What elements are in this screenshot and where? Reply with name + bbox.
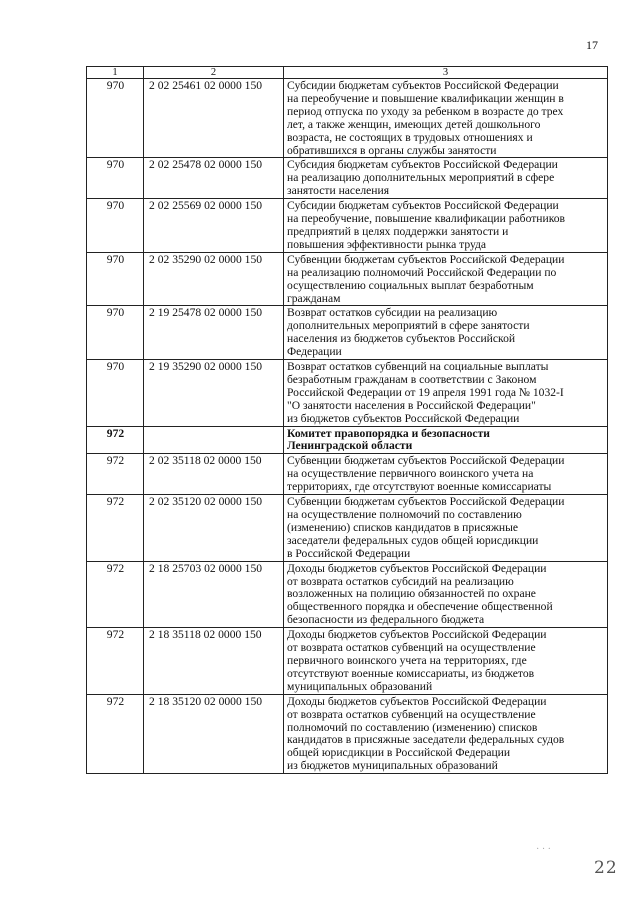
table-row <box>87 199 608 253</box>
description-cell <box>284 158 608 199</box>
admin-code-cell: 970 <box>87 306 144 360</box>
admin-code-cell: 970 <box>87 79 144 158</box>
admin-code-cell: 970 <box>87 360 144 427</box>
description-cell <box>284 360 608 427</box>
budget-code-cell <box>144 426 284 454</box>
admin-code-cell: 972 <box>87 628 144 695</box>
description-line: занятости населения <box>287 184 390 198</box>
budget-code-cell: 2 02 35120 02 0000 150 <box>144 495 284 562</box>
description-line: Субсидии бюджетам субъектов Российской Федерации <box>287 199 559 213</box>
description-line: Субвенции бюджетам субъектов Российской Федерации <box>287 252 565 266</box>
description-line: от возврата остатков субсидий на реализацию <box>287 574 514 588</box>
page-number: 17 <box>586 38 598 52</box>
budget-code-cell: 2 19 25478 02 0000 150 <box>144 306 284 360</box>
description-line: из бюджетов муниципальных образований <box>287 759 498 773</box>
description-line: на переобучение и повышение квалификации женщин в <box>287 91 564 105</box>
table-row <box>87 252 608 306</box>
budget-code-cell: 2 19 35290 02 0000 150 <box>144 360 284 427</box>
description-line: Субвенции бюджетам субъектов Российской Федерации <box>287 495 565 509</box>
description-line: на реализацию дополнительных мероприятий в сфере <box>287 171 555 185</box>
admin-code-cell: 972 <box>87 426 144 454</box>
budget-code-cell: 2 18 35118 02 0000 150 <box>144 628 284 695</box>
description-line: отсутствуют военные комиссариаты, из бюджетов <box>287 666 535 680</box>
description-line: возложенных на полицию обязанностей по охране <box>287 587 536 601</box>
description-line: из бюджетов субъектов Российской Федерации <box>287 411 520 425</box>
description-line: первичного воинского учета на территориях, где <box>287 653 527 667</box>
table-header-row <box>87 67 608 79</box>
handwritten-sheet-number: 22 <box>594 858 618 878</box>
description-cell <box>284 454 608 495</box>
description-line: гражданам <box>287 291 341 305</box>
budget-code-cell: 2 02 35118 02 0000 150 <box>144 454 284 495</box>
admin-code-cell: 970 <box>87 252 144 306</box>
table-row <box>87 158 608 199</box>
description-cell <box>284 561 608 628</box>
admin-code-cell: 972 <box>87 454 144 495</box>
description-line: в Российской Федерации <box>287 546 411 560</box>
description-line: Доходы бюджетов субъектов Российской Федерации <box>287 694 547 708</box>
description-line: Доходы бюджетов субъектов Российской Федерации <box>287 628 547 642</box>
description-line: на реализацию полномочий Российской Федерации по <box>287 265 557 279</box>
description-line: обратившихся в органы службы занятости <box>287 143 497 157</box>
admin-code-cell: 972 <box>87 561 144 628</box>
budget-code-cell: 2 02 25478 02 0000 150 <box>144 158 284 199</box>
description-line: на переобучение, повышение квалификации работников <box>287 212 566 226</box>
description-line: возраста, не состоящих в трудовых отношениях и <box>287 130 533 144</box>
description-line: лет, а также женщин, имеющих детей дошкольного <box>287 117 541 131</box>
description-cell <box>284 694 608 773</box>
description-cell <box>284 426 608 454</box>
description-line: полномочий по составлению (изменению) списков <box>287 720 538 734</box>
budget-code-cell: 2 02 35290 02 0000 150 <box>144 252 284 306</box>
column-header-1: 1 <box>87 67 144 79</box>
table-row <box>87 79 608 158</box>
admin-code-cell: 970 <box>87 199 144 253</box>
admin-code-cell: 972 <box>87 495 144 562</box>
description-line: заседатели федеральных судов общей юрисдикции <box>287 533 539 547</box>
budget-code-cell: 2 18 25703 02 0000 150 <box>144 561 284 628</box>
scan-smudge: · · · <box>536 844 551 855</box>
description-line: Доходы бюджетов субъектов Российской Федерации <box>287 561 547 575</box>
description-line: Субвенции бюджетам субъектов Российской Федерации <box>287 454 565 468</box>
description-line: Комитет правопорядка и безопасности <box>287 426 490 440</box>
description-line: дополнительных мероприятий в сфере занятости <box>287 319 530 333</box>
table-row <box>87 306 608 360</box>
description-line: от возврата остатков субвенций на осуществление <box>287 641 536 655</box>
description-line: Субсидия бюджетам субъектов Российской Федерации <box>287 158 558 172</box>
description-line: Возврат остатков субсидии на реализацию <box>287 306 498 320</box>
description-line: "О занятости населения в Российской Федерации" <box>287 398 536 412</box>
column-header-2: 2 <box>144 67 284 79</box>
description-line: повышения эффективности рынка труда <box>287 237 487 251</box>
description-line: от возврата остатков субвенций на осуществление <box>287 707 536 721</box>
description-line: безработным гражданам в соответствии с Законом <box>287 372 537 386</box>
description-line: осуществлению социальных выплат безработным <box>287 278 534 292</box>
description-cell <box>284 79 608 158</box>
table-body <box>87 79 608 774</box>
table-row <box>87 360 608 427</box>
table-row <box>87 454 608 495</box>
description-cell <box>284 199 608 253</box>
table-row <box>87 628 608 695</box>
description-line: безопасности из федерального бюджета <box>287 613 485 627</box>
description-line: период отпуска по уходу за ребенком в возрасте до трех <box>287 104 564 118</box>
description-cell <box>284 252 608 306</box>
description-line: Ленинградской области <box>287 439 413 453</box>
description-line: Субсидии бюджетам субъектов Российской Федерации <box>287 79 559 92</box>
description-line: территориях, где отсутствуют военные комиссариаты <box>287 480 552 494</box>
section-header-row <box>87 426 608 454</box>
budget-code-cell: 2 18 35120 02 0000 150 <box>144 694 284 773</box>
description-line: кандидатов в присяжные заседатели федеральных судов <box>287 733 565 747</box>
description-line: предприятий в целях поддержки занятости и <box>287 224 509 238</box>
description-line: общественного порядка и обеспечение общественной <box>287 600 553 614</box>
table-row <box>87 561 608 628</box>
description-line: муниципальных образований <box>287 679 433 693</box>
admin-code-cell: 972 <box>87 694 144 773</box>
description-line: на осуществление полномочий по составлению <box>287 508 522 521</box>
description-cell <box>284 306 608 360</box>
table-row <box>87 495 608 562</box>
admin-code-cell: 970 <box>87 158 144 199</box>
description-line: на осуществление первичного воинского учета на <box>287 467 534 481</box>
description-line: Российской Федерации от 19 апреля 1991 года № 1032-I <box>287 385 564 399</box>
description-line: (изменению) списков кандидатов в присяжные <box>287 520 519 534</box>
table-row <box>87 694 608 773</box>
description-line: общей юрисдикции в Российской Федерации <box>287 746 511 760</box>
revenue-codes-table <box>86 66 608 774</box>
budget-code-cell: 2 02 25461 02 0000 150 <box>144 79 284 158</box>
description-line: населения из бюджетов субъектов Российской <box>287 332 516 346</box>
description-line: Федерации <box>287 345 342 359</box>
description-line: Возврат остатков субвенций на социальные выплаты <box>287 360 549 374</box>
description-cell <box>284 495 608 562</box>
column-header-3: 3 <box>284 67 608 79</box>
description-cell <box>284 628 608 695</box>
budget-code-cell: 2 02 25569 02 0000 150 <box>144 199 284 253</box>
